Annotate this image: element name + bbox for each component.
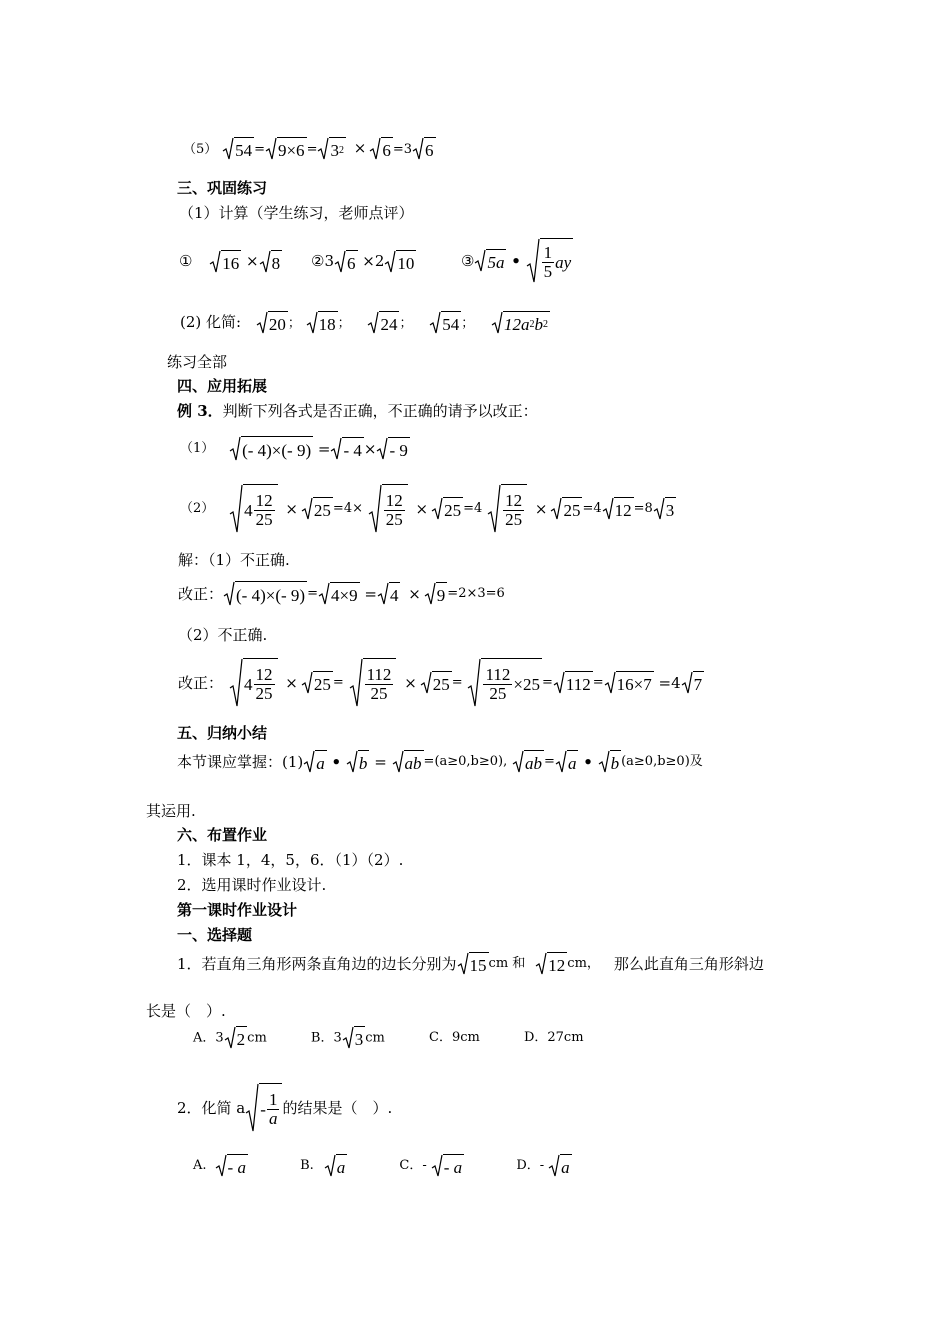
- summary-line: 本节课应掌握：(1) a • b = ab =(a≥0,b≥0), ab = a • b (a≥0,b≥0)及: [177, 750, 703, 774]
- sqrt-12: 12: [602, 497, 634, 521]
- sqrt-2: 2: [224, 1026, 248, 1050]
- sqrt-6: 6: [334, 250, 358, 274]
- mc-q2-options: [193, 1154, 572, 1178]
- option-d[interactable]: D．- a: [516, 1159, 571, 1174]
- sqrt-10: 10: [384, 250, 416, 274]
- sqrt-ab: ab: [512, 750, 544, 774]
- option-d[interactable]: D．27cm: [523, 1030, 584, 1045]
- option-b[interactable]: B．3 3 cm: [311, 1031, 385, 1046]
- section-3-title: 三、巩固练习: [177, 179, 268, 197]
- exercise-q2: ②3 6 ×2 10: [311, 252, 415, 273]
- summary-tail: 其运用.: [146, 802, 196, 820]
- sqrt-12: 12: [535, 952, 567, 976]
- example-3: 例 3．判断下列各式是否正确，不正确的请予以改正：: [177, 402, 538, 420]
- sqrt-neg9: - 9: [376, 437, 409, 461]
- sqrt-3: 3: [653, 497, 677, 521]
- option-b[interactable]: B. a: [300, 1159, 347, 1174]
- sqrt-5a: 5a: [474, 249, 506, 273]
- sqrt-4: 4: [377, 582, 401, 606]
- sqrt-25: 25: [431, 497, 463, 521]
- option-c[interactable]: C．9cm: [429, 1030, 480, 1045]
- mc-q1-options: [193, 1026, 584, 1050]
- sqrt-product-neg: (- 4)×(- 9): [223, 581, 307, 607]
- sqrt-54: 54: [222, 137, 254, 161]
- example-3-part2: （2） 4 $\frac{12}{25}$ × 25 =4× $\frac{12}{25}$ × 25 =4 $\frac{12}{25}$ × 25 =4 12 =8 3: [180, 484, 676, 534]
- sqrt-16: 16: [209, 250, 241, 274]
- sqrt-54: 54: [429, 311, 461, 335]
- sqrt-neg-a: - a: [215, 1154, 248, 1178]
- sqrt-9: 9: [424, 582, 448, 606]
- exercise-q3: ③ 5a • $\frac{1}{5}$ ay: [461, 238, 573, 284]
- option-a[interactable]: A．3 2 cm: [193, 1031, 267, 1046]
- sqrt-12a2b2: 12a 2 b 2: [491, 311, 550, 335]
- sqrt-25: 25: [301, 497, 333, 521]
- sqrt-a: a: [303, 750, 327, 774]
- sqrt-15: 15: [457, 952, 489, 976]
- sqrt-mixed-4-12-25: 4 $\frac{12}{25}$: [229, 658, 278, 708]
- sqrt-25: 25: [420, 671, 452, 695]
- sqrt-b: b: [346, 750, 370, 774]
- example-3-part1: （1） (- 4)×(- 9) = - 4 × - 9: [180, 436, 410, 462]
- sqrt-9x6: 9×6: [265, 137, 307, 161]
- sqrt-6: 6: [369, 137, 393, 161]
- sqrt-25: 25: [301, 671, 333, 695]
- sqrt-neg-1-over-a: - $\frac{1}{a}$: [245, 1083, 282, 1133]
- sqrt-ab: ab: [392, 750, 424, 774]
- sqrt-7: 7: [681, 671, 705, 695]
- option-a[interactable]: A. - a: [193, 1159, 248, 1174]
- sqrt-4x9: 4×9: [318, 582, 360, 606]
- mc-question-2: 2．化简 a - $\frac{1}{a}$ 的结果是（ ）.: [177, 1083, 392, 1133]
- practice-all: 练习全部: [167, 353, 228, 371]
- section-5-title: 五、归纳小结: [177, 724, 268, 742]
- sqrt-25: 25: [550, 497, 582, 521]
- homework-2: 2．选用课时作业设计.: [177, 876, 327, 894]
- item-number: （5）: [183, 142, 218, 157]
- sqrt-24: 24: [367, 311, 399, 335]
- sqrt-112-25: $\frac{112}{25}$: [349, 658, 397, 708]
- sqrt-neg-a: - a: [431, 1154, 464, 1178]
- mc-question-1: 1．若直角三角形两条直角边的边长分别为 15 cm 和 12 cm， 那么此直角三角形斜边: [177, 952, 764, 976]
- sqrt-product-neg: (- 4)×(- 9): [229, 436, 313, 462]
- correction-2: 改正： 4 $\frac{12}{25}$ × 25 = $\frac{112}{25}$ × 25 = $\frac{112}{25}$ × 25 = 112 = 16×7 =4 7: [178, 658, 704, 708]
- sqrt-fraction-ay: $\frac{1}{5}$ ay: [526, 238, 574, 284]
- sqrt-8: 8: [259, 250, 283, 274]
- section-3-sub1: （1）计算（学生练习，老师点评）: [179, 204, 414, 222]
- sqrt-112-25-times-25: $\frac{112}{25}$ × 25: [467, 658, 541, 708]
- sqrt-18: 18: [306, 311, 338, 335]
- sqrt-16x7: 16×7: [604, 671, 654, 695]
- exercise-q1: ① 16 × 8: [179, 252, 281, 273]
- design-title: 第一课时作业设计: [177, 901, 298, 919]
- solution-1: 解：（1）不正确.: [178, 551, 290, 569]
- sqrt-a: a: [555, 750, 579, 774]
- solution-2: （2）不正确.: [178, 626, 268, 644]
- sqrt-3: 3: [342, 1026, 366, 1050]
- sqrt-6-result: 6: [412, 137, 436, 161]
- sqrt-12-25: $\frac{12}{25}$: [368, 484, 408, 534]
- sqrt-b: b: [598, 750, 622, 774]
- sqrt-a: a: [324, 1154, 348, 1178]
- sqrt-112: 112: [553, 671, 593, 695]
- sqrt-3-squared: 3 2: [317, 137, 346, 161]
- homework-1: 1．课本 1，4，5，6．（1）（2）.: [177, 851, 404, 869]
- section-6-title: 六、布置作业: [177, 826, 268, 844]
- example-line-5: （5） 54 = 9×6 = 3 2 × 6 =3 6: [183, 139, 434, 160]
- option-c[interactable]: C．- - a: [399, 1159, 464, 1174]
- sqrt-20: 20: [256, 311, 288, 335]
- mc-question-1-tail: 长是（ ）.: [146, 1002, 226, 1020]
- correction-1: 改正： (- 4)×(- 9) = 4×9 = 4 × 9 =2×3=6: [178, 581, 505, 607]
- sqrt-mixed-4-12-25: 4 $\frac{12}{25}$: [229, 484, 278, 534]
- simplify-line: (2) 化简: 20 ； 18 ； 24 ； 54 ； 12a 2 b 2: [180, 313, 549, 334]
- sqrt-a: a: [548, 1154, 572, 1178]
- sqrt-neg4: - 4: [330, 437, 363, 461]
- section-4-title: 四、应用拓展: [177, 377, 268, 395]
- sqrt-12-25: $\frac{12}{25}$: [487, 484, 527, 534]
- mc-title: 一、选择题: [177, 926, 253, 944]
